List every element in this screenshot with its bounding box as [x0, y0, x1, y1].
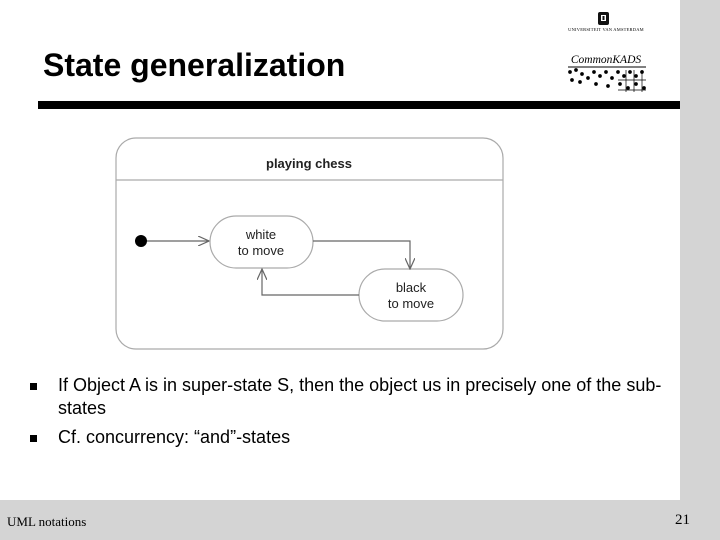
university-seal-icon [560, 10, 652, 96]
state-white-line2: to move [237, 243, 285, 258]
title-rule [38, 101, 680, 109]
bullet-text: Cf. concurrency: “and”-states [58, 427, 291, 447]
state-black-line2: to move [387, 296, 435, 311]
square-bullet-icon [30, 383, 37, 390]
state-black-line1: black [395, 280, 427, 295]
state-white-line1: white [245, 227, 277, 242]
square-bullet-icon [30, 435, 37, 442]
state-black-to-move [359, 269, 463, 321]
page-number: 21 [675, 512, 690, 528]
state-white-to-move [210, 216, 313, 268]
logo-wordmark: CommonKADS [570, 54, 642, 66]
bullet-text: If Object A is in super-state S, then the object us in precisely one of the sub-states [58, 375, 662, 418]
slide-title: State generalization [43, 47, 346, 83]
bullet-item [30, 374, 670, 420]
initial-state-dot [135, 235, 147, 247]
bullet-item [30, 426, 670, 449]
state-diagram [100, 128, 520, 358]
superstate-label: playing chess [266, 156, 352, 171]
commonkads-logo [560, 10, 652, 96]
bottom-gray-band [0, 500, 720, 540]
right-gray-band [680, 0, 720, 540]
bullet-list [30, 374, 670, 455]
footer-label: UML notations [7, 514, 87, 529]
university-name: UNIVERSITEIT VAN AMSTERDAM [568, 27, 644, 32]
